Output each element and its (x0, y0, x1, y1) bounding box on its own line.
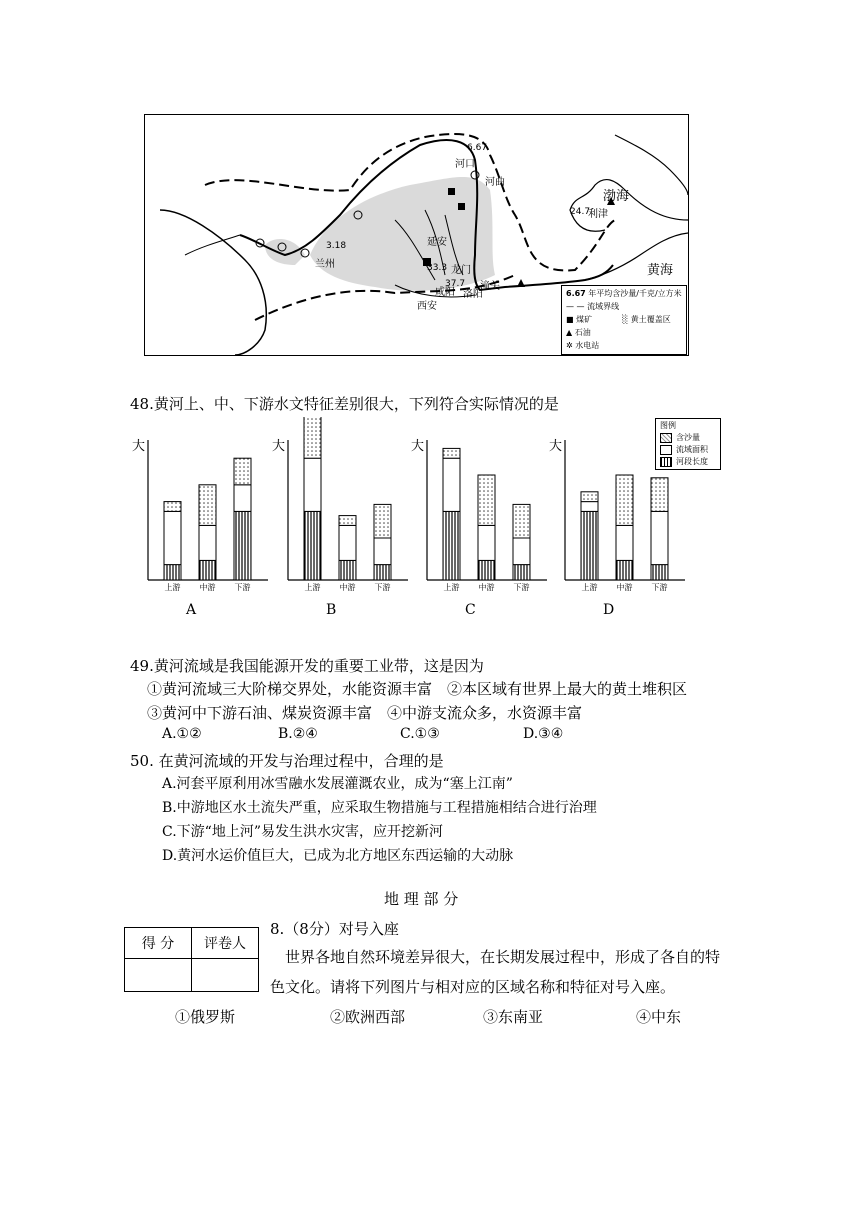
q49-option-b: B.②④ (278, 726, 318, 742)
chart-D-x-tick-0: 上游 (581, 583, 598, 592)
chart-D-y-label: 大 (549, 439, 563, 454)
label-yanan: 延安 (427, 237, 447, 248)
q50-option-c: C.下游“地上河”易发生洪水灾害，应开挖新河 (162, 824, 443, 840)
chart-B-y-label: 大 (272, 439, 286, 454)
q48-text: 48.黄河上、中、下游水文特征差别很大，下列符合实际情况的是 (130, 395, 559, 413)
bar-D-0-0 (581, 511, 598, 580)
q48-chart-svg (130, 417, 720, 617)
chart-A-y-label: 大 (132, 439, 146, 454)
chart-A-x-tick-0: 上游 (164, 583, 181, 592)
q49-line1: ①黄河流域三大阶梯交界处，水能资源丰富 ②本区域有世界上最大的黄土堆积区 (147, 680, 688, 698)
q50-option-b: B.中游地区水土流失严重，应采取生物措施与工程措施相结合进行治理 (162, 800, 597, 816)
chart-A-x-tick-1: 中游 (199, 583, 216, 592)
chart-D-x-tick-1: 中游 (616, 583, 633, 592)
label-xianyang: 咸阳 (435, 287, 455, 298)
label-lanzhou: 兰州 (315, 259, 335, 270)
label-bohai: 渤海 (603, 189, 630, 204)
bar-B-1-1 (339, 525, 356, 560)
coal-icon: ■ (566, 315, 574, 324)
label-val-hekou: 6.67 (467, 143, 488, 153)
label-xian: 西安 (417, 301, 437, 312)
bar-C-1-2 (478, 475, 495, 525)
score-label: 得 分 (125, 928, 192, 959)
bar-B-0-1 (304, 458, 321, 511)
label-tongguan: 潼关 (480, 281, 500, 292)
label-val-tongguan: 37.7 (445, 279, 466, 289)
q8-line2: 色文化。请将下列图片与相对应的区域名称和特征对号入座。 (270, 978, 676, 996)
chart-B-x-tick-1: 中游 (339, 583, 356, 592)
bar-D-1-1 (616, 525, 633, 560)
bar-D-1-2 (616, 475, 633, 525)
bar-A-1-0 (199, 560, 216, 580)
bar-A-0-1 (164, 511, 181, 564)
region-4: ④中东 (636, 1008, 682, 1026)
bar-B-2-1 (374, 538, 391, 565)
score-table (124, 927, 259, 992)
bar-D-2-2 (651, 478, 668, 512)
chart-option-B[interactable]: B (326, 602, 337, 617)
bar-C-2-0 (513, 565, 530, 580)
chart-C-x-tick-1: 中游 (478, 583, 495, 592)
loess-icon: ░ (622, 315, 629, 324)
bar-B-1-0 (339, 560, 356, 580)
bar-B-0-0 (304, 511, 321, 580)
bar-A-1-2 (199, 485, 216, 526)
bar-B-2-0 (374, 565, 391, 580)
label-val-lanzhou: 3.18 (326, 241, 347, 251)
chart-option-C[interactable]: C (465, 602, 476, 617)
legend-area-swatch (660, 445, 672, 455)
q48-legend (655, 418, 721, 470)
label-val-lijin: 24.7 (570, 207, 591, 217)
region-2: ②欧洲西部 (330, 1008, 406, 1026)
legend-length-swatch (660, 457, 672, 467)
legend-boundary: 流域界线 (587, 302, 620, 311)
map-legend: 6.67 年平均含沙量/千克/立方米 — — 流域界线 ■ 煤矿 ░ 黄土覆盖区 ▲ 石油 ✲ 水电站 (561, 285, 687, 355)
bar-D-0-2 (581, 492, 598, 502)
q48-legend-title: 图例 (660, 421, 676, 430)
chart-C-x-tick-0: 上游 (443, 583, 460, 592)
legend-oil: 石油 (574, 328, 591, 337)
bar-C-0-1 (443, 458, 460, 511)
label-lijin: 利津 (588, 209, 608, 220)
q48-legend-item-0: 含沙量 (676, 433, 700, 442)
score-cell[interactable] (125, 959, 192, 992)
yellow-river-map (144, 114, 689, 356)
bar-A-2-0 (234, 511, 251, 580)
legend-loess: 黄土覆盖区 (630, 315, 671, 324)
q48-legend-item-2: 河段长度 (676, 457, 708, 466)
bar-C-2-2 (513, 504, 530, 538)
bar-B-0-2 (304, 417, 321, 458)
legend-sediment: 年平均含沙量/千克/立方米 (588, 289, 682, 298)
bar-A-1-1 (199, 525, 216, 560)
legend-sediment-sample: 6.67 (566, 289, 586, 298)
bar-C-0-2 (443, 448, 460, 458)
chart-D-x-tick-2: 下游 (651, 583, 668, 592)
grader-cell[interactable] (192, 959, 259, 992)
legend-sediment-swatch (660, 433, 672, 443)
bar-C-1-0 (478, 560, 495, 580)
chart-option-D[interactable]: D (603, 602, 615, 617)
chart-B-x-tick-0: 上游 (304, 583, 321, 592)
q50-option-a: A.河套平原利用冰雪融水发展灌溉农业，成为“塞上江南” (162, 776, 513, 792)
label-val-longmen: 33.3 (427, 263, 448, 273)
label-hekou: 河口 (455, 159, 475, 170)
chart-C-x-tick-2: 下游 (513, 583, 530, 592)
legend-coal: 煤矿 (576, 315, 593, 324)
q50-text: 50. 在黄河流域的开发与治理过程中，合理的是 (130, 752, 444, 770)
bar-A-0-0 (164, 565, 181, 580)
region-1: ①俄罗斯 (175, 1008, 236, 1026)
q49-option-c: C.①③ (400, 726, 440, 742)
label-longmen: 龙门 (451, 265, 471, 276)
region-3: ③东南亚 (483, 1008, 544, 1026)
bar-A-0-2 (164, 502, 181, 512)
section-title: 地 理 部 分 (384, 890, 459, 908)
oil-icon: ▲ (566, 328, 573, 337)
label-hequ: 河曲 (485, 177, 505, 188)
bar-D-0-1 (581, 502, 598, 512)
bar-C-2-1 (513, 538, 530, 565)
q8-line1: 世界各地自然环境差异很大，在长期发展过程中，形成了各自的特 (285, 948, 721, 966)
bar-D-1-0 (616, 560, 633, 580)
grader-label: 评卷人 (192, 928, 259, 959)
bar-A-2-1 (234, 485, 251, 512)
q48-legend-item-1: 流域面积 (676, 445, 708, 454)
label-huanghai: 黄海 (647, 263, 674, 278)
q49-option-a: A.①② (162, 726, 202, 742)
q49-option-d: D.③④ (523, 726, 564, 742)
bar-C-0-0 (443, 511, 460, 580)
q8-title: 8.（8分）对号入座 (270, 920, 399, 938)
bar-D-2-0 (651, 565, 668, 580)
legend-hydro: 水电站 (575, 341, 600, 350)
label-luoyang: 洛阳 (463, 289, 483, 300)
bar-A-2-2 (234, 458, 251, 485)
bar-B-2-2 (374, 504, 391, 538)
q48-charts (130, 417, 720, 617)
bar-D-2-1 (651, 511, 668, 564)
bar-B-1-2 (339, 516, 356, 526)
q49-line2: ③黄河中下游石油、煤炭资源丰富 ④中游支流众多，水资源丰富 (147, 704, 583, 722)
q49-text: 49.黄河流域是我国能源开发的重要工业带，这是因为 (130, 657, 484, 675)
bar-C-1-1 (478, 525, 495, 560)
chart-B-x-tick-2: 下游 (374, 583, 391, 592)
chart-option-A[interactable]: A (186, 602, 197, 617)
chart-C-y-label: 大 (411, 439, 425, 454)
chart-A-x-tick-2: 下游 (234, 583, 251, 592)
q50-option-d: D.黄河水运价值巨大，已成为北方地区东西运输的大动脉 (162, 848, 514, 864)
hydro-icon: ✲ (566, 341, 573, 350)
